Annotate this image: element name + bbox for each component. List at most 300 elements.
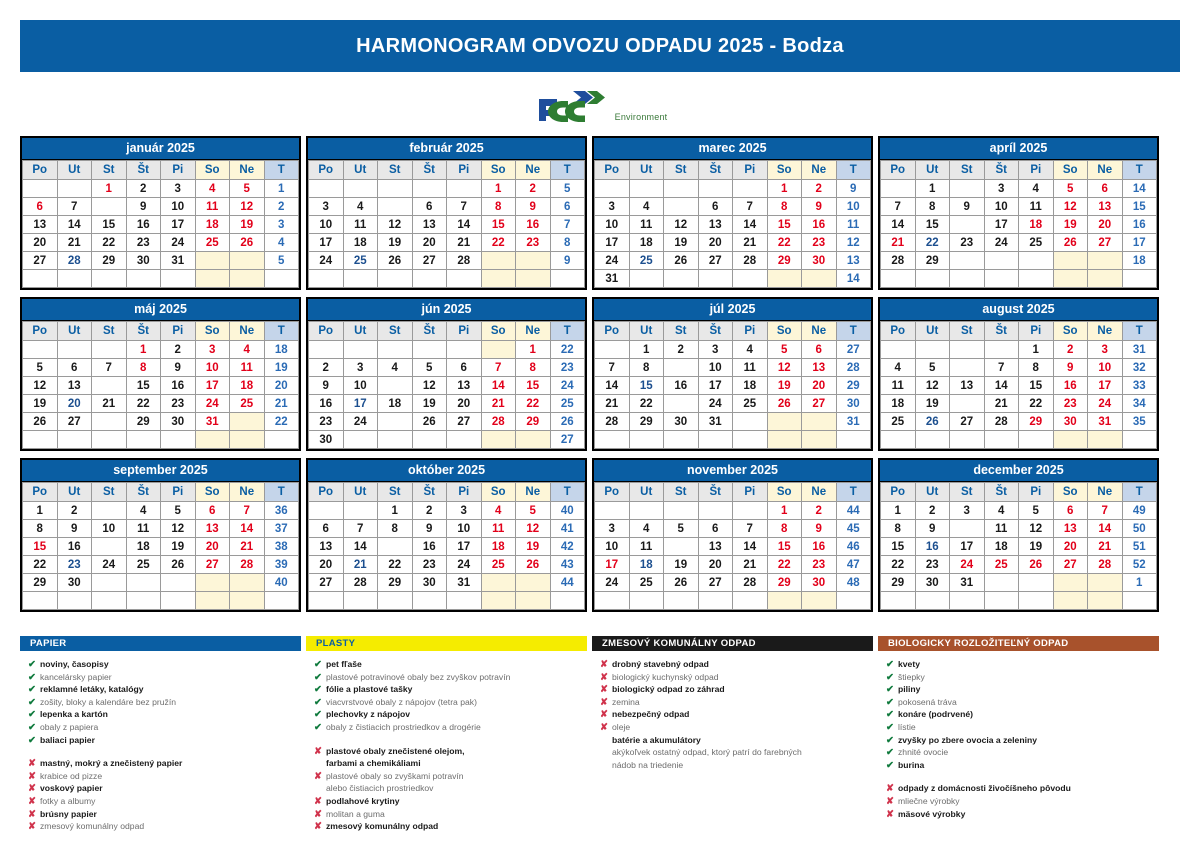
calendar-day-cell[interactable]: 22 bbox=[1019, 395, 1054, 413]
calendar-day-cell[interactable]: 21 bbox=[343, 556, 378, 574]
calendar-day-cell[interactable]: 26 bbox=[161, 556, 196, 574]
calendar-day-cell[interactable]: 13 bbox=[23, 216, 58, 234]
calendar-day-cell[interactable]: 24 bbox=[343, 413, 378, 431]
calendar-day-cell[interactable]: 9 bbox=[412, 520, 447, 538]
calendar-day-cell[interactable]: 28 bbox=[984, 413, 1019, 431]
calendar-day-cell[interactable]: 28 bbox=[733, 252, 768, 270]
calendar-day-cell[interactable]: 29 bbox=[915, 252, 950, 270]
calendar-day-cell[interactable]: 6 bbox=[309, 520, 344, 538]
calendar-day-cell[interactable]: 5 bbox=[516, 502, 551, 520]
calendar-day-cell[interactable]: 17 bbox=[595, 234, 630, 252]
calendar-day-cell[interactable]: 3 bbox=[950, 502, 985, 520]
calendar-day-cell[interactable]: 28 bbox=[92, 413, 127, 431]
calendar-day-cell[interactable]: 14 bbox=[343, 538, 378, 556]
calendar-day-cell[interactable]: 25 bbox=[481, 556, 516, 574]
calendar-day-cell[interactable]: 10 bbox=[92, 520, 127, 538]
calendar-day-cell[interactable]: 4 bbox=[230, 341, 265, 359]
calendar-day-cell[interactable]: 25 bbox=[378, 413, 413, 431]
calendar-day-cell[interactable]: 2 bbox=[126, 180, 161, 198]
calendar-day-cell[interactable]: 20 bbox=[950, 395, 985, 413]
calendar-day-cell[interactable]: 16 bbox=[161, 377, 196, 395]
calendar-day-cell[interactable]: 4 bbox=[481, 502, 516, 520]
calendar-day-cell[interactable]: 27 bbox=[698, 574, 733, 592]
calendar-day-cell[interactable]: 14 bbox=[984, 377, 1019, 395]
calendar-day-cell[interactable]: 27 bbox=[412, 252, 447, 270]
calendar-day-cell[interactable]: 28 bbox=[595, 413, 630, 431]
calendar-day-cell[interactable]: 26 bbox=[378, 252, 413, 270]
calendar-day-cell[interactable]: 4 bbox=[733, 341, 768, 359]
calendar-day-cell[interactable]: 7 bbox=[481, 359, 516, 377]
calendar-day-cell[interactable]: 11 bbox=[195, 198, 230, 216]
calendar-day-cell[interactable]: 22 bbox=[23, 556, 58, 574]
calendar-day-cell[interactable]: 5 bbox=[664, 520, 699, 538]
calendar-day-cell[interactable]: 15 bbox=[629, 377, 664, 395]
calendar-day-cell[interactable]: 20 bbox=[447, 395, 482, 413]
calendar-day-cell[interactable]: 2 bbox=[161, 341, 196, 359]
calendar-day-cell[interactable]: 9 bbox=[57, 520, 92, 538]
calendar-day-cell[interactable]: 13 bbox=[802, 359, 837, 377]
calendar-day-cell[interactable]: 29 bbox=[629, 413, 664, 431]
calendar-day-cell[interactable]: 4 bbox=[195, 180, 230, 198]
calendar-day-cell[interactable]: 23 bbox=[802, 234, 837, 252]
calendar-day-cell[interactable]: 18 bbox=[733, 377, 768, 395]
calendar-day-cell[interactable]: 7 bbox=[881, 198, 916, 216]
calendar-day-cell[interactable]: 17 bbox=[161, 216, 196, 234]
calendar-day-cell[interactable]: 24 bbox=[950, 556, 985, 574]
calendar-day-cell[interactable]: 7 bbox=[57, 198, 92, 216]
calendar-day-cell[interactable]: 21 bbox=[1088, 538, 1123, 556]
calendar-day-cell[interactable]: 2 bbox=[412, 502, 447, 520]
calendar-day-cell[interactable]: 14 bbox=[1088, 520, 1123, 538]
calendar-day-cell[interactable]: 7 bbox=[1088, 502, 1123, 520]
calendar-day-cell[interactable]: 18 bbox=[195, 216, 230, 234]
calendar-day-cell[interactable]: 14 bbox=[733, 216, 768, 234]
calendar-day-cell[interactable]: 4 bbox=[881, 359, 916, 377]
calendar-day-cell[interactable]: 21 bbox=[733, 556, 768, 574]
calendar-day-cell[interactable]: 15 bbox=[915, 216, 950, 234]
calendar-day-cell[interactable]: 25 bbox=[230, 395, 265, 413]
calendar-day-cell[interactable]: 9 bbox=[309, 377, 344, 395]
calendar-day-cell[interactable]: 2 bbox=[802, 180, 837, 198]
calendar-day-cell[interactable]: 20 bbox=[57, 395, 92, 413]
calendar-day-cell[interactable]: 4 bbox=[126, 502, 161, 520]
calendar-day-cell[interactable]: 12 bbox=[1053, 198, 1088, 216]
calendar-day-cell[interactable]: 5 bbox=[1053, 180, 1088, 198]
calendar-day-cell[interactable]: 11 bbox=[378, 377, 413, 395]
calendar-day-cell[interactable]: 6 bbox=[57, 359, 92, 377]
calendar-day-cell[interactable]: 29 bbox=[126, 413, 161, 431]
calendar-day-cell[interactable]: 20 bbox=[309, 556, 344, 574]
calendar-day-cell[interactable]: 24 bbox=[92, 556, 127, 574]
calendar-day-cell[interactable]: 13 bbox=[309, 538, 344, 556]
calendar-day-cell[interactable]: 29 bbox=[92, 252, 127, 270]
calendar-day-cell[interactable]: 28 bbox=[447, 252, 482, 270]
calendar-day-cell[interactable]: 21 bbox=[733, 234, 768, 252]
calendar-day-cell[interactable]: 1 bbox=[126, 341, 161, 359]
calendar-day-cell[interactable]: 23 bbox=[412, 556, 447, 574]
calendar-day-cell[interactable]: 19 bbox=[1053, 216, 1088, 234]
calendar-day-cell[interactable]: 2 bbox=[664, 341, 699, 359]
calendar-day-cell[interactable]: 1 bbox=[92, 180, 127, 198]
calendar-day-cell[interactable]: 3 bbox=[1088, 341, 1123, 359]
calendar-day-cell[interactable]: 26 bbox=[230, 234, 265, 252]
calendar-day-cell[interactable]: 10 bbox=[595, 538, 630, 556]
calendar-day-cell[interactable]: 16 bbox=[802, 538, 837, 556]
calendar-day-cell[interactable]: 29 bbox=[767, 252, 802, 270]
calendar-day-cell[interactable]: 18 bbox=[343, 234, 378, 252]
calendar-day-cell[interactable]: 20 bbox=[802, 377, 837, 395]
calendar-day-cell[interactable]: 1 bbox=[915, 180, 950, 198]
calendar-day-cell[interactable]: 12 bbox=[412, 377, 447, 395]
calendar-day-cell[interactable]: 17 bbox=[447, 538, 482, 556]
calendar-day-cell[interactable]: 11 bbox=[629, 216, 664, 234]
calendar-day-cell[interactable]: 8 bbox=[1019, 359, 1054, 377]
calendar-day-cell[interactable]: 8 bbox=[378, 520, 413, 538]
calendar-day-cell[interactable]: 12 bbox=[230, 198, 265, 216]
calendar-day-cell[interactable]: 27 bbox=[1088, 234, 1123, 252]
calendar-day-cell[interactable]: 1 bbox=[481, 180, 516, 198]
calendar-day-cell[interactable]: 29 bbox=[1019, 413, 1054, 431]
calendar-day-cell[interactable]: 26 bbox=[1053, 234, 1088, 252]
calendar-day-cell[interactable]: 31 bbox=[161, 252, 196, 270]
calendar-day-cell[interactable]: 15 bbox=[481, 216, 516, 234]
calendar-day-cell[interactable]: 22 bbox=[126, 395, 161, 413]
calendar-day-cell[interactable]: 7 bbox=[595, 359, 630, 377]
calendar-day-cell[interactable]: 21 bbox=[230, 538, 265, 556]
calendar-day-cell[interactable]: 21 bbox=[92, 395, 127, 413]
calendar-day-cell[interactable]: 14 bbox=[447, 216, 482, 234]
calendar-day-cell[interactable]: 30 bbox=[802, 574, 837, 592]
calendar-day-cell[interactable]: 3 bbox=[595, 198, 630, 216]
calendar-day-cell[interactable]: 3 bbox=[92, 502, 127, 520]
calendar-day-cell[interactable]: 10 bbox=[343, 377, 378, 395]
calendar-day-cell[interactable]: 25 bbox=[629, 574, 664, 592]
calendar-day-cell[interactable]: 22 bbox=[881, 556, 916, 574]
calendar-day-cell[interactable]: 26 bbox=[23, 413, 58, 431]
calendar-day-cell[interactable]: 24 bbox=[195, 395, 230, 413]
calendar-day-cell[interactable]: 22 bbox=[915, 234, 950, 252]
calendar-day-cell[interactable]: 11 bbox=[481, 520, 516, 538]
calendar-day-cell[interactable]: 2 bbox=[57, 502, 92, 520]
calendar-day-cell[interactable]: 19 bbox=[1019, 538, 1054, 556]
calendar-day-cell[interactable]: 22 bbox=[92, 234, 127, 252]
calendar-day-cell[interactable]: 24 bbox=[1088, 395, 1123, 413]
calendar-day-cell[interactable]: 4 bbox=[378, 359, 413, 377]
calendar-day-cell[interactable]: 2 bbox=[802, 502, 837, 520]
calendar-day-cell[interactable]: 30 bbox=[309, 431, 344, 449]
calendar-day-cell[interactable]: 6 bbox=[1088, 180, 1123, 198]
calendar-day-cell[interactable]: 6 bbox=[1053, 502, 1088, 520]
calendar-day-cell[interactable]: 30 bbox=[664, 413, 699, 431]
calendar-day-cell[interactable]: 8 bbox=[767, 520, 802, 538]
calendar-day-cell[interactable]: 24 bbox=[698, 395, 733, 413]
calendar-day-cell[interactable]: 10 bbox=[309, 216, 344, 234]
calendar-day-cell[interactable]: 6 bbox=[412, 198, 447, 216]
calendar-day-cell[interactable]: 4 bbox=[1019, 180, 1054, 198]
calendar-day-cell[interactable]: 10 bbox=[984, 198, 1019, 216]
calendar-day-cell[interactable]: 16 bbox=[950, 216, 985, 234]
calendar-day-cell[interactable]: 27 bbox=[447, 413, 482, 431]
calendar-day-cell[interactable]: 26 bbox=[915, 413, 950, 431]
calendar-day-cell[interactable]: 18 bbox=[230, 377, 265, 395]
calendar-day-cell[interactable]: 5 bbox=[161, 502, 196, 520]
calendar-day-cell[interactable]: 16 bbox=[309, 395, 344, 413]
calendar-day-cell[interactable]: 25 bbox=[195, 234, 230, 252]
calendar-day-cell[interactable]: 22 bbox=[516, 395, 551, 413]
calendar-day-cell[interactable]: 12 bbox=[23, 377, 58, 395]
calendar-day-cell[interactable]: 25 bbox=[984, 556, 1019, 574]
calendar-day-cell[interactable]: 27 bbox=[950, 413, 985, 431]
calendar-day-cell[interactable]: 17 bbox=[309, 234, 344, 252]
calendar-day-cell[interactable]: 4 bbox=[629, 520, 664, 538]
calendar-day-cell[interactable]: 16 bbox=[126, 216, 161, 234]
calendar-day-cell[interactable]: 19 bbox=[378, 234, 413, 252]
calendar-day-cell[interactable]: 5 bbox=[412, 359, 447, 377]
calendar-day-cell[interactable]: 13 bbox=[57, 377, 92, 395]
calendar-day-cell[interactable]: 28 bbox=[230, 556, 265, 574]
calendar-day-cell[interactable]: 11 bbox=[343, 216, 378, 234]
calendar-day-cell[interactable]: 8 bbox=[629, 359, 664, 377]
calendar-day-cell[interactable]: 21 bbox=[57, 234, 92, 252]
calendar-day-cell[interactable]: 21 bbox=[881, 234, 916, 252]
calendar-day-cell[interactable]: 20 bbox=[1053, 538, 1088, 556]
calendar-day-cell[interactable]: 9 bbox=[802, 520, 837, 538]
calendar-day-cell[interactable]: 30 bbox=[950, 252, 985, 270]
calendar-day-cell[interactable]: 24 bbox=[595, 574, 630, 592]
calendar-day-cell[interactable]: 3 bbox=[195, 341, 230, 359]
calendar-day-cell[interactable]: 13 bbox=[195, 520, 230, 538]
calendar-day-cell[interactable]: 8 bbox=[881, 520, 916, 538]
calendar-day-cell[interactable]: 25 bbox=[126, 556, 161, 574]
calendar-day-cell[interactable]: 1 bbox=[23, 502, 58, 520]
calendar-day-cell[interactable]: 14 bbox=[230, 520, 265, 538]
calendar-day-cell[interactable]: 18 bbox=[1019, 216, 1054, 234]
calendar-day-cell[interactable]: 20 bbox=[698, 556, 733, 574]
calendar-day-cell[interactable]: 7 bbox=[343, 520, 378, 538]
calendar-day-cell[interactable]: 15 bbox=[126, 377, 161, 395]
calendar-day-cell[interactable]: 23 bbox=[664, 395, 699, 413]
calendar-day-cell[interactable]: 19 bbox=[767, 377, 802, 395]
calendar-day-cell[interactable]: 30 bbox=[1053, 413, 1088, 431]
calendar-day-cell[interactable]: 22 bbox=[629, 395, 664, 413]
calendar-day-cell[interactable]: 9 bbox=[664, 359, 699, 377]
calendar-day-cell[interactable]: 25 bbox=[343, 252, 378, 270]
calendar-day-cell[interactable]: 15 bbox=[23, 538, 58, 556]
calendar-day-cell[interactable]: 12 bbox=[664, 216, 699, 234]
calendar-day-cell[interactable]: 10 bbox=[1088, 359, 1123, 377]
calendar-day-cell[interactable]: 26 bbox=[412, 413, 447, 431]
calendar-day-cell[interactable]: 17 bbox=[92, 538, 127, 556]
calendar-day-cell[interactable]: 15 bbox=[516, 377, 551, 395]
calendar-day-cell[interactable]: 4 bbox=[629, 198, 664, 216]
calendar-day-cell[interactable]: 5 bbox=[915, 359, 950, 377]
calendar-day-cell[interactable]: 6 bbox=[698, 198, 733, 216]
calendar-day-cell[interactable]: 18 bbox=[881, 395, 916, 413]
calendar-day-cell[interactable]: 29 bbox=[378, 574, 413, 592]
calendar-day-cell[interactable]: 29 bbox=[516, 413, 551, 431]
calendar-day-cell[interactable]: 24 bbox=[984, 234, 1019, 252]
calendar-day-cell[interactable]: 31 bbox=[698, 413, 733, 431]
calendar-day-cell[interactable]: 2 bbox=[516, 180, 551, 198]
calendar-day-cell[interactable]: 20 bbox=[1088, 216, 1123, 234]
calendar-day-cell[interactable]: 3 bbox=[984, 180, 1019, 198]
calendar-day-cell[interactable]: 2 bbox=[309, 359, 344, 377]
calendar-day-cell[interactable]: 10 bbox=[195, 359, 230, 377]
calendar-day-cell[interactable]: 30 bbox=[57, 574, 92, 592]
calendar-day-cell[interactable]: 19 bbox=[664, 234, 699, 252]
calendar-day-cell[interactable]: 18 bbox=[629, 234, 664, 252]
calendar-day-cell[interactable]: 20 bbox=[23, 234, 58, 252]
calendar-day-cell[interactable]: 28 bbox=[733, 574, 768, 592]
calendar-day-cell[interactable]: 13 bbox=[698, 216, 733, 234]
calendar-day-cell[interactable]: 12 bbox=[516, 520, 551, 538]
calendar-day-cell[interactable]: 1 bbox=[1019, 341, 1054, 359]
calendar-day-cell[interactable]: 24 bbox=[161, 234, 196, 252]
calendar-day-cell[interactable]: 25 bbox=[629, 252, 664, 270]
calendar-day-cell[interactable]: 27 bbox=[802, 395, 837, 413]
calendar-day-cell[interactable]: 12 bbox=[378, 216, 413, 234]
calendar-day-cell[interactable]: 11 bbox=[881, 377, 916, 395]
calendar-day-cell[interactable]: 9 bbox=[802, 198, 837, 216]
calendar-day-cell[interactable]: 28 bbox=[1088, 556, 1123, 574]
calendar-day-cell[interactable]: 15 bbox=[767, 538, 802, 556]
calendar-day-cell[interactable]: 14 bbox=[595, 377, 630, 395]
calendar-day-cell[interactable]: 9 bbox=[950, 198, 985, 216]
calendar-day-cell[interactable]: 6 bbox=[447, 359, 482, 377]
calendar-day-cell[interactable]: 30 bbox=[802, 252, 837, 270]
calendar-day-cell[interactable]: 24 bbox=[447, 556, 482, 574]
calendar-day-cell[interactable]: 8 bbox=[92, 198, 127, 216]
calendar-day-cell[interactable]: 30 bbox=[161, 413, 196, 431]
calendar-day-cell[interactable]: 17 bbox=[984, 216, 1019, 234]
calendar-day-cell[interactable]: 13 bbox=[950, 377, 985, 395]
calendar-day-cell[interactable]: 6 bbox=[698, 520, 733, 538]
calendar-day-cell[interactable]: 29 bbox=[23, 574, 58, 592]
calendar-day-cell[interactable]: 21 bbox=[984, 395, 1019, 413]
calendar-day-cell[interactable]: 10 bbox=[950, 520, 985, 538]
calendar-day-cell[interactable]: 30 bbox=[412, 574, 447, 592]
calendar-day-cell[interactable]: 8 bbox=[23, 520, 58, 538]
calendar-day-cell[interactable]: 16 bbox=[915, 538, 950, 556]
calendar-day-cell[interactable]: 6 bbox=[195, 502, 230, 520]
calendar-day-cell[interactable]: 27 bbox=[23, 252, 58, 270]
calendar-day-cell[interactable]: 6 bbox=[802, 341, 837, 359]
calendar-day-cell[interactable]: 19 bbox=[161, 538, 196, 556]
calendar-day-cell[interactable]: 20 bbox=[195, 538, 230, 556]
calendar-day-cell[interactable]: 25 bbox=[881, 413, 916, 431]
calendar-day-cell[interactable]: 28 bbox=[881, 252, 916, 270]
calendar-day-cell[interactable]: 30 bbox=[915, 574, 950, 592]
calendar-day-cell[interactable]: 18 bbox=[126, 538, 161, 556]
calendar-day-cell[interactable]: 31 bbox=[595, 270, 630, 288]
calendar-day-cell[interactable]: 7 bbox=[230, 502, 265, 520]
calendar-day-cell[interactable]: 14 bbox=[733, 538, 768, 556]
calendar-day-cell[interactable]: 29 bbox=[881, 574, 916, 592]
calendar-day-cell[interactable]: 14 bbox=[92, 377, 127, 395]
calendar-day-cell[interactable]: 26 bbox=[1019, 556, 1054, 574]
calendar-day-cell[interactable]: 10 bbox=[595, 216, 630, 234]
calendar-day-cell[interactable]: 10 bbox=[161, 198, 196, 216]
calendar-day-cell[interactable]: 24 bbox=[309, 252, 344, 270]
calendar-day-cell[interactable]: 1 bbox=[629, 341, 664, 359]
calendar-day-cell[interactable]: 11 bbox=[1019, 198, 1054, 216]
calendar-day-cell[interactable]: 30 bbox=[126, 252, 161, 270]
calendar-day-cell[interactable]: 29 bbox=[767, 574, 802, 592]
calendar-day-cell[interactable]: 8 bbox=[915, 198, 950, 216]
calendar-day-cell[interactable]: 3 bbox=[595, 520, 630, 538]
calendar-day-cell[interactable]: 25 bbox=[1019, 234, 1054, 252]
calendar-day-cell[interactable]: 14 bbox=[881, 216, 916, 234]
calendar-day-cell[interactable]: 26 bbox=[664, 574, 699, 592]
calendar-day-cell[interactable]: 13 bbox=[1088, 198, 1123, 216]
calendar-day-cell[interactable]: 16 bbox=[412, 538, 447, 556]
calendar-day-cell[interactable]: 3 bbox=[309, 198, 344, 216]
calendar-day-cell[interactable]: 31 bbox=[447, 574, 482, 592]
calendar-day-cell[interactable]: 10 bbox=[447, 520, 482, 538]
calendar-day-cell[interactable]: 23 bbox=[57, 556, 92, 574]
calendar-day-cell[interactable]: 22 bbox=[767, 234, 802, 252]
calendar-day-cell[interactable]: 7 bbox=[984, 359, 1019, 377]
calendar-day-cell[interactable]: 27 bbox=[57, 413, 92, 431]
calendar-day-cell[interactable]: 3 bbox=[698, 341, 733, 359]
calendar-day-cell[interactable]: 2 bbox=[915, 502, 950, 520]
calendar-day-cell[interactable]: 26 bbox=[516, 556, 551, 574]
calendar-day-cell[interactable]: 5 bbox=[230, 180, 265, 198]
calendar-day-cell[interactable]: 11 bbox=[126, 520, 161, 538]
calendar-day-cell[interactable]: 9 bbox=[915, 520, 950, 538]
calendar-day-cell[interactable]: 31 bbox=[950, 574, 985, 592]
calendar-day-cell[interactable]: 19 bbox=[664, 556, 699, 574]
calendar-day-cell[interactable]: 1 bbox=[378, 502, 413, 520]
calendar-day-cell[interactable]: 23 bbox=[950, 234, 985, 252]
calendar-day-cell[interactable]: 4 bbox=[343, 198, 378, 216]
calendar-day-cell[interactable]: 23 bbox=[516, 234, 551, 252]
calendar-day-cell[interactable]: 7 bbox=[733, 198, 768, 216]
calendar-day-cell[interactable]: 9 bbox=[161, 359, 196, 377]
calendar-day-cell[interactable]: 1 bbox=[767, 180, 802, 198]
calendar-day-cell[interactable]: 3 bbox=[447, 502, 482, 520]
calendar-day-cell[interactable]: 8 bbox=[481, 198, 516, 216]
calendar-day-cell[interactable]: 8 bbox=[767, 198, 802, 216]
calendar-day-cell[interactable]: 11 bbox=[230, 359, 265, 377]
calendar-day-cell[interactable]: 19 bbox=[23, 395, 58, 413]
calendar-day-cell[interactable]: 28 bbox=[57, 252, 92, 270]
calendar-day-cell[interactable]: 16 bbox=[1053, 377, 1088, 395]
calendar-day-cell[interactable]: 8 bbox=[126, 359, 161, 377]
calendar-day-cell[interactable]: 9 bbox=[1053, 359, 1088, 377]
calendar-day-cell[interactable]: 13 bbox=[698, 538, 733, 556]
calendar-day-cell[interactable]: 16 bbox=[57, 538, 92, 556]
calendar-day-cell[interactable]: 12 bbox=[915, 377, 950, 395]
calendar-day-cell[interactable]: 13 bbox=[412, 216, 447, 234]
calendar-day-cell[interactable]: 19 bbox=[516, 538, 551, 556]
calendar-day-cell[interactable]: 4 bbox=[984, 502, 1019, 520]
calendar-day-cell[interactable]: 5 bbox=[378, 198, 413, 216]
calendar-day-cell[interactable]: 27 bbox=[698, 252, 733, 270]
calendar-day-cell[interactable]: 15 bbox=[378, 538, 413, 556]
calendar-day-cell[interactable]: 23 bbox=[126, 234, 161, 252]
calendar-day-cell[interactable]: 19 bbox=[915, 395, 950, 413]
calendar-day-cell[interactable]: 17 bbox=[698, 377, 733, 395]
calendar-day-cell[interactable]: 13 bbox=[1053, 520, 1088, 538]
calendar-day-cell[interactable]: 19 bbox=[412, 395, 447, 413]
calendar-day-cell[interactable]: 11 bbox=[984, 520, 1019, 538]
calendar-day-cell[interactable]: 23 bbox=[802, 556, 837, 574]
calendar-day-cell[interactable]: 14 bbox=[481, 377, 516, 395]
calendar-day-cell[interactable]: 7 bbox=[733, 520, 768, 538]
calendar-day-cell[interactable]: 10 bbox=[698, 359, 733, 377]
calendar-day-cell[interactable]: 6 bbox=[23, 198, 58, 216]
